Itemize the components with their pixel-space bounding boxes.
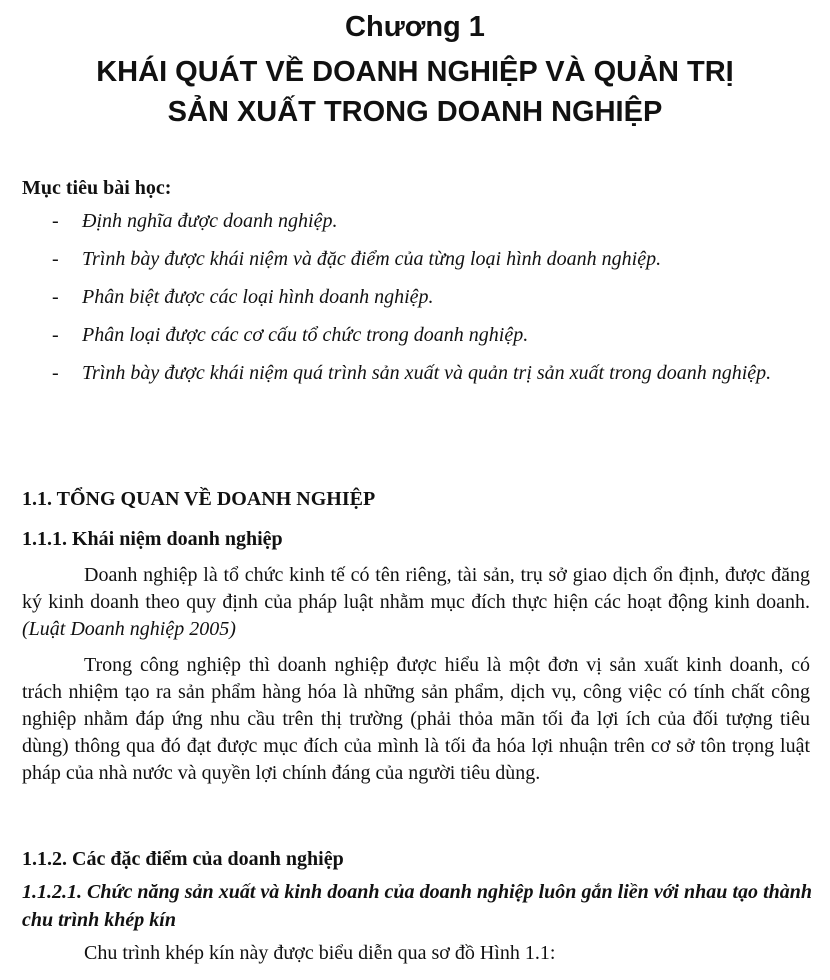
- definition-paragraph: [22, 562, 810, 643]
- bullet-dash: -: [52, 286, 59, 308]
- bullet-dash: -: [52, 362, 59, 384]
- definition-text: Doanh nghiệp là tổ chức kinh tế có tên riêng, tài sản, trụ sở giao dịch ổn định, được đăng ký kinh doanh theo quy định của pháp luật nhằm mục đích thực hiện các hoạt động kinh doanh.: [22, 564, 810, 613]
- section-heading-1-1-1: 1.1.1. Khái niệm doanh nghiệp: [22, 528, 283, 550]
- objectives-heading: Mục tiêu bài học:: [22, 177, 172, 199]
- bullet-dash: -: [52, 324, 59, 346]
- objective-text: Phân loại được các cơ cấu tổ chức trong doanh nghiệp.: [82, 324, 529, 346]
- section-heading-1-1: 1.1. TỔNG QUAN VỀ DOANH NGHIỆP: [22, 488, 376, 510]
- law-citation: (Luật Doanh nghiệp 2005): [22, 618, 236, 640]
- list-item: [22, 246, 812, 273]
- section-heading-1-1-2: 1.1.2. Các đặc điểm của doanh nghiệp: [22, 848, 344, 870]
- chapter-title-line-2: SẢN XUẤT TRONG DOANH NGHIỆP: [167, 96, 663, 128]
- list-item: [22, 360, 812, 387]
- diagram-intro-paragraph: Chu trình khép kín này được biểu diễn qua sơ đồ Hình 1.1:: [84, 942, 556, 964]
- chapter-title-line-1: KHÁI QUÁT VỀ DOANH NGHIỆP VÀ QUẢN TRỊ: [96, 56, 734, 88]
- bullet-dash: -: [52, 210, 59, 232]
- section-heading-1-1-2-1: 1.1.2.1. Chức năng sản xuất và kinh doanh của doanh nghiệp luôn gắn liền với nhau tạo thành chu trình khép kín: [22, 881, 812, 931]
- objective-text: Trình bày được khái niệm quá trình sản xuất và quản trị sản xuất trong doanh nghiệp.: [82, 362, 772, 384]
- chapter-title: [20, 52, 810, 132]
- objective-text: Phân biệt được các loại hình doanh nghiệp.: [82, 286, 434, 308]
- chapter-label: Chương 1: [345, 11, 485, 43]
- list-item: [22, 322, 812, 349]
- bullet-dash: -: [52, 248, 59, 270]
- list-item: [22, 208, 812, 235]
- objective-text: Định nghĩa được doanh nghiệp.: [82, 210, 338, 232]
- industry-paragraph: Trong công nghiệp thì doanh nghiệp được hiểu là một đơn vị sản xuất kinh doanh, có trách nhiệm tạo ra sản phẩm hàng hóa là những sản phẩm, dịch vụ, công việc có tính chất công nghiệp nhằm đáp ứng nhu cầu trên thị trường (phải thỏa mãn tối đa lợi ích của đối tượng tiêu dùng) thông qua đó đạt được mục đích của mình là tối đa hóa lợi nhuận trên cơ sở tôn trọng luật pháp của nhà nước và quyền lợi chính đáng của người tiêu dùng.: [22, 654, 810, 784]
- list-item: [22, 284, 812, 311]
- objectives-list: [22, 208, 812, 398]
- objective-text: Trình bày được khái niệm và đặc điểm của từng loại hình doanh nghiệp.: [82, 248, 662, 270]
